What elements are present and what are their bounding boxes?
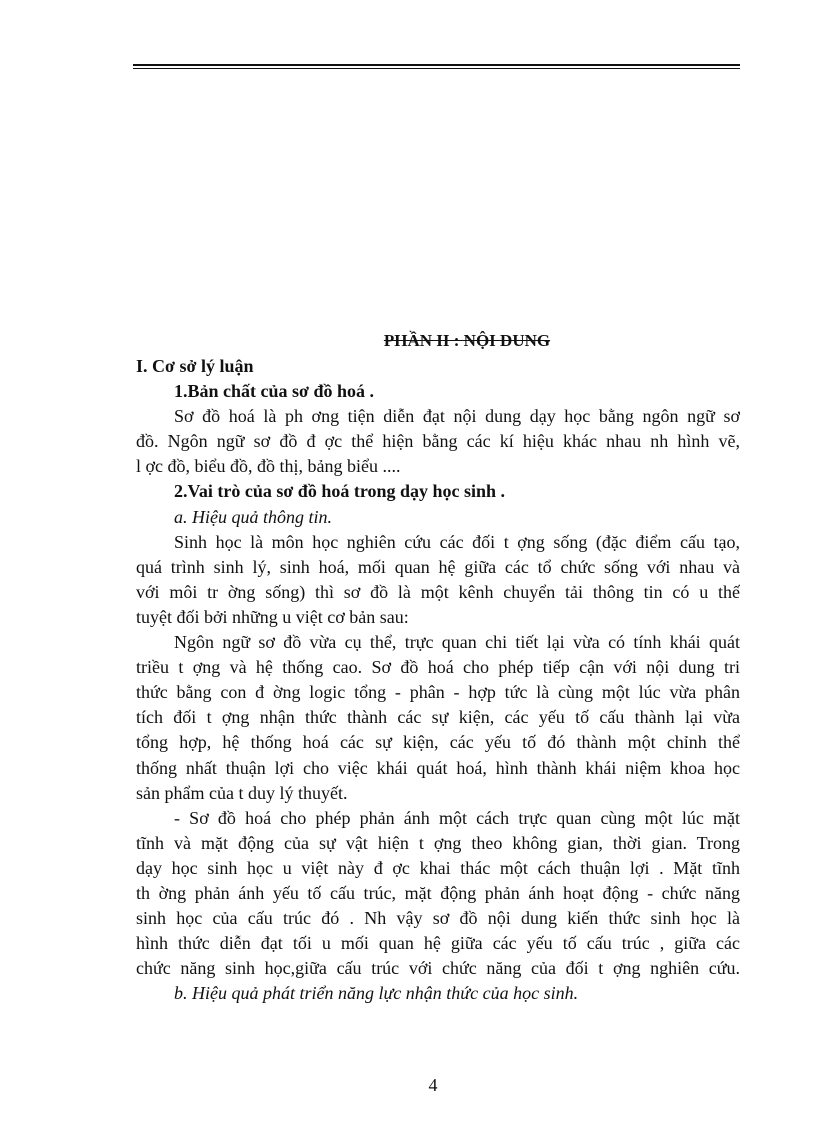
paragraph-line: thống nhất thuận lợi cho việc khái quát hoá, hình thành khái niệm khoa học: [136, 757, 740, 778]
section-heading: I. Cơ sở lý luận: [136, 356, 254, 376]
paragraph-line: quá trình sinh lý, sinh hoá, mối quan hệ giữa các tổ chức sống với nhau và: [136, 556, 740, 577]
paragraph-line: với môi tr ờng sống) thì sơ đồ là một kênh chuyển tải thông tin có u thế: [136, 581, 740, 602]
subsection-heading-2: 2.Vai trò của sơ đồ hoá trong dạy học sinh .: [174, 481, 506, 502]
subsection-heading-1: 1.Bản chất của sơ đồ hoá .: [174, 381, 375, 402]
part-title: PHẦN II : NỘI DUNG: [383, 331, 551, 350]
header-rule-thick: [133, 64, 740, 66]
paragraph-line: triều t ợng và hệ thống cao. Sơ đồ hoá cho phép tiếp cận với nội dung tri: [136, 657, 740, 678]
subheading-a: a. Hiệu quả thông tin.: [174, 506, 332, 527]
paragraph-line: l ợc đồ, biểu đồ, đồ thị, bảng biểu ....: [136, 456, 401, 477]
paragraph-line: sản phẩm của t duy lý thuyết.: [136, 782, 348, 803]
page-number: 4: [428, 1075, 438, 1095]
paragraph-line: sinh học của cấu trúc đó . Nh vậy sơ đồ nội dung kiến thức sinh học là: [136, 908, 740, 929]
paragraph-line: tổng hợp, hệ thống hoá các sự kiện, các yếu tố đó thành một chỉnh thể: [136, 732, 740, 753]
paragraph-line: thức bằng con đ ờng logic tổng - phân - hợp tức là cùng một lúc vừa phân: [136, 682, 740, 703]
paragraph-line: - Sơ đồ hoá cho phép phản ánh một cách trực quan cùng một lúc mặt: [174, 807, 740, 828]
paragraph-line: tĩnh và mặt động của sự vật hiện t ợng theo không gian, thời gian. Trong: [136, 832, 740, 853]
paragraph-line: tuyệt đối bởi những u việt cơ bản sau:: [136, 606, 409, 627]
paragraph-line: Sơ đồ hoá là ph ơng tiện diễn đạt nội dung dạy học bằng ngôn ngữ sơ: [174, 406, 740, 427]
paragraph-line: Sinh học là môn học nghiên cứu các đối t ợng sống (đặc điểm cấu tạo,: [174, 531, 740, 552]
header-rule-thin: [133, 68, 740, 69]
paragraph-line: th ờng phản ánh yếu tố cấu trúc, mặt động phản ánh hoạt động - chức năng: [136, 882, 740, 903]
paragraph-line: dạy học sinh học u việt này đ ợc khai thác một cách thuận lợi . Mặt tĩnh: [136, 857, 740, 878]
paragraph-line: chức năng sinh học,giữa cấu trúc với chức năng của đối t ợng nghiên cứu.: [136, 958, 740, 979]
paragraph-line: Ngôn ngữ sơ đồ vừa cụ thể, trực quan chi tiết lại vừa có tính khái quát: [174, 632, 740, 653]
paragraph-line: tích đối t ợng nhận thức thành các sự kiện, các yếu tố cấu thành lại vừa: [136, 707, 740, 728]
paragraph-line: đồ. Ngôn ngữ sơ đồ đ ợc thể hiện bằng các kí hiệu khác nhau nh hình vẽ,: [136, 431, 740, 452]
paragraph-line: hình thức diễn đạt tối u mối quan hệ giữa các yếu tố cấu trúc , giữa các: [136, 933, 740, 954]
subheading-b: b. Hiệu quả phát triển năng lực nhận thức của học sinh.: [174, 983, 579, 1004]
document-body: [136, 328, 740, 1006]
